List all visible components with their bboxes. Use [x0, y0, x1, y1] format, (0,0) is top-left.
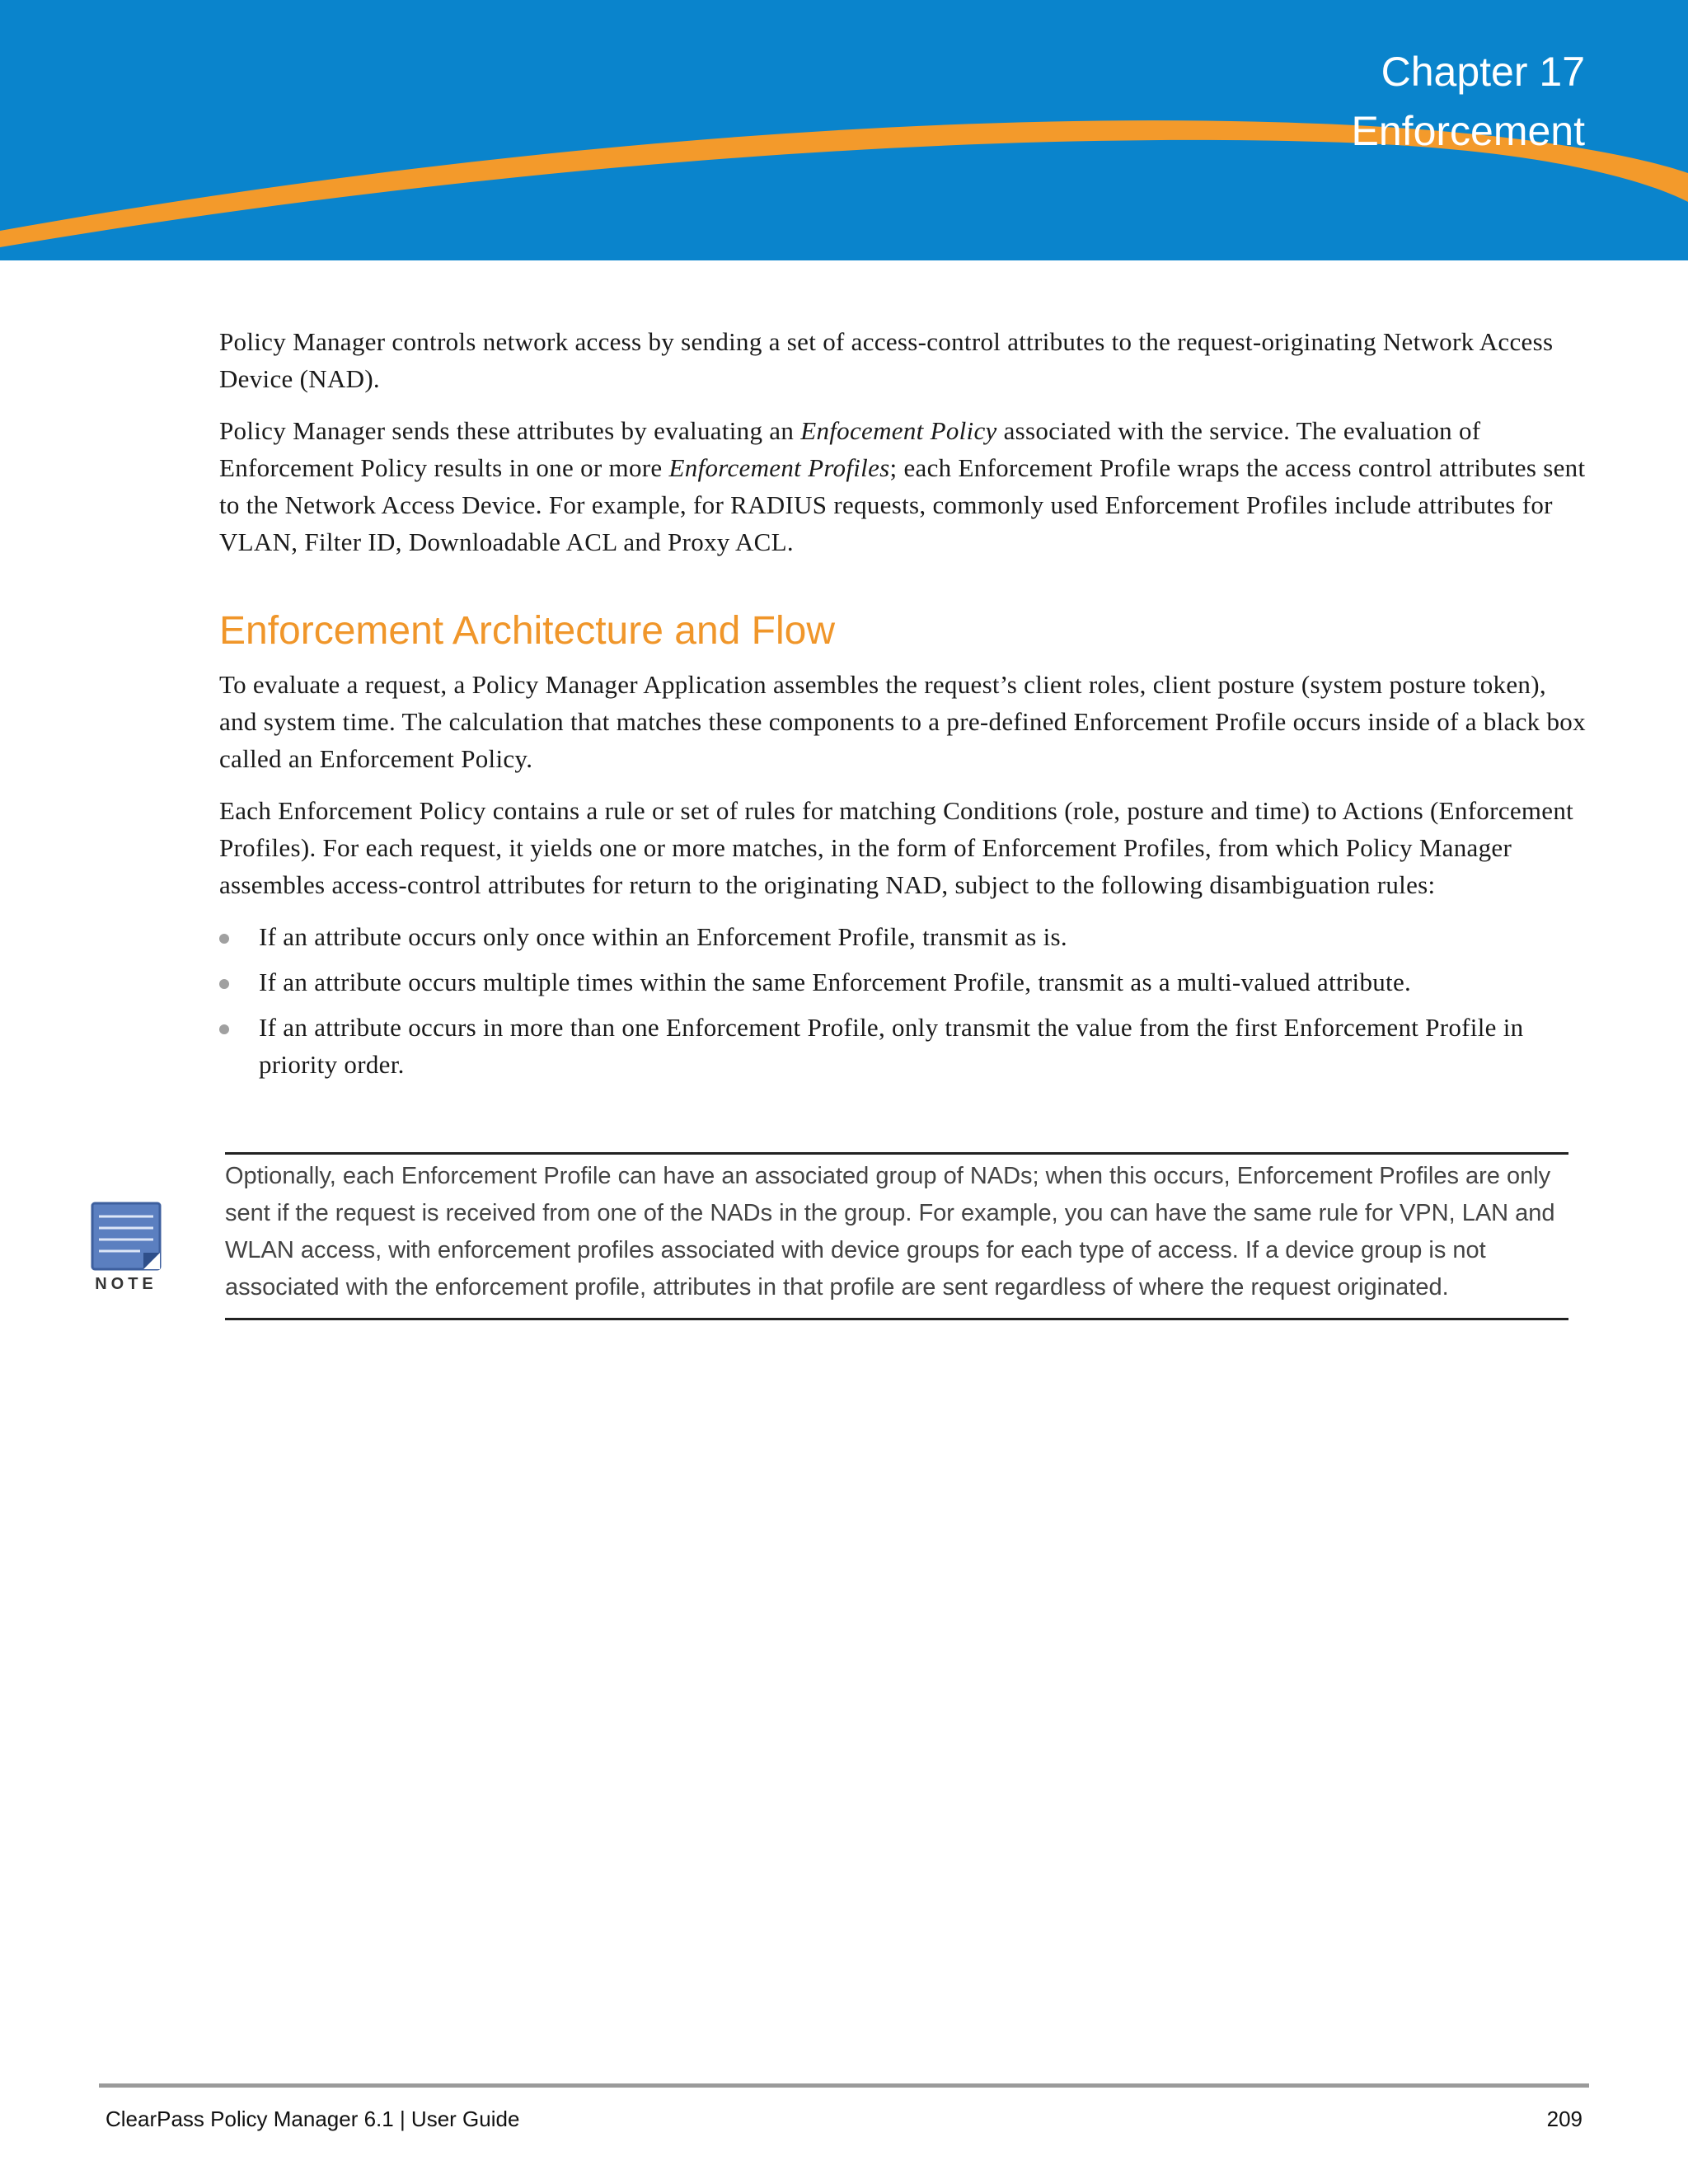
section-heading: Enforcement Architecture and Flow — [219, 609, 836, 653]
list-item — [219, 963, 1587, 1001]
bullet-icon — [219, 934, 229, 944]
disambiguation-rules-list — [219, 918, 1587, 1083]
footer-page-number: 209 — [1546, 2107, 1582, 2131]
bullet-icon — [219, 1024, 229, 1034]
note-text: Optionally, each Enforcement Profile can have an associated group of NADs; when this occurs, Enforcement Profiles are only sent if the request is received from one of the NADs in the group. For example, you can have the same rule for VPN, LAN and WLAN access, with enforcement profiles associated with device groups for each type of access. If a device group is not associated with the enforcement profile, attributes in that profile are sent regardless of where the request originated. — [225, 1163, 1555, 1301]
footer-divider — [99, 2083, 1589, 2088]
note-icon — [91, 1202, 162, 1292]
list-item-text: If an attribute occurs only once within an Enforcement Profile, transmit as is. — [259, 922, 1067, 951]
list-item-text: If an attribute occurs in more than one Enforcement Profile, only transmit the value from the first Enforcement Profile in priority order. — [259, 1013, 1524, 1079]
chapter-banner — [0, 0, 1688, 260]
intro-p2-text-c: ; each Enforcement Profile wraps the access control attributes sent to the Network Access Device. For example, for RADIUS requests, commonly used Enforcement Profiles include attributes for VLAN, Filter ID, Downloadable ACL and Proxy ACL. — [219, 453, 1586, 556]
list-item — [219, 918, 1587, 955]
footer-document-title: ClearPass Policy Manager 6.1 | User Guide — [106, 2107, 520, 2131]
chapter-number: Chapter 17 — [1381, 49, 1585, 95]
intro-paragraph-1: Policy Manager controls network access by sending a set of access-control attributes to the request-originating Network Access Device (NAD). — [219, 327, 1554, 393]
intro-p2-emphasis-policy: Enfocement Policy — [800, 416, 997, 445]
list-item — [219, 1009, 1587, 1083]
list-item-text: If an attribute occurs multiple times within the same Enforcement Profile, transmit as a multi-valued attribute. — [259, 968, 1412, 996]
svg-text:NOTE: NOTE — [95, 1275, 157, 1292]
chapter-title: Enforcement — [1351, 108, 1585, 154]
intro-paragraph-2 — [219, 412, 1587, 560]
page-content — [219, 323, 1587, 1091]
note-box — [225, 1152, 1568, 1320]
bullet-icon — [219, 979, 229, 989]
intro-p2-text-a: Policy Manager sends these attributes by evaluating an — [219, 416, 801, 445]
intro-p2-emphasis-profiles: Enforcement Profiles — [668, 453, 890, 482]
section-paragraph-2: Each Enforcement Policy contains a rule or set of rules for matching Conditions (role, posture and time) to Actions (Enforcement Profiles). For each request, it yields one or more matches, in the form of Enforcement Profiles, from which Policy Manager assembles access-control attributes for return to the originating NAD, subject to the following disambiguation rules: — [219, 796, 1574, 899]
section-paragraph-1: To evaluate a request, a Policy Manager Application assembles the request’s client roles, client posture (system posture token), and system time. The calculation that matches these components to a pre-defined Enforcement Profile occurs inside of a black box called an Enforcement Policy. — [219, 670, 1586, 773]
intro-p2-text-b: associated with the service. The evaluation of Enforcement Policy results in one or more — [219, 416, 1481, 482]
